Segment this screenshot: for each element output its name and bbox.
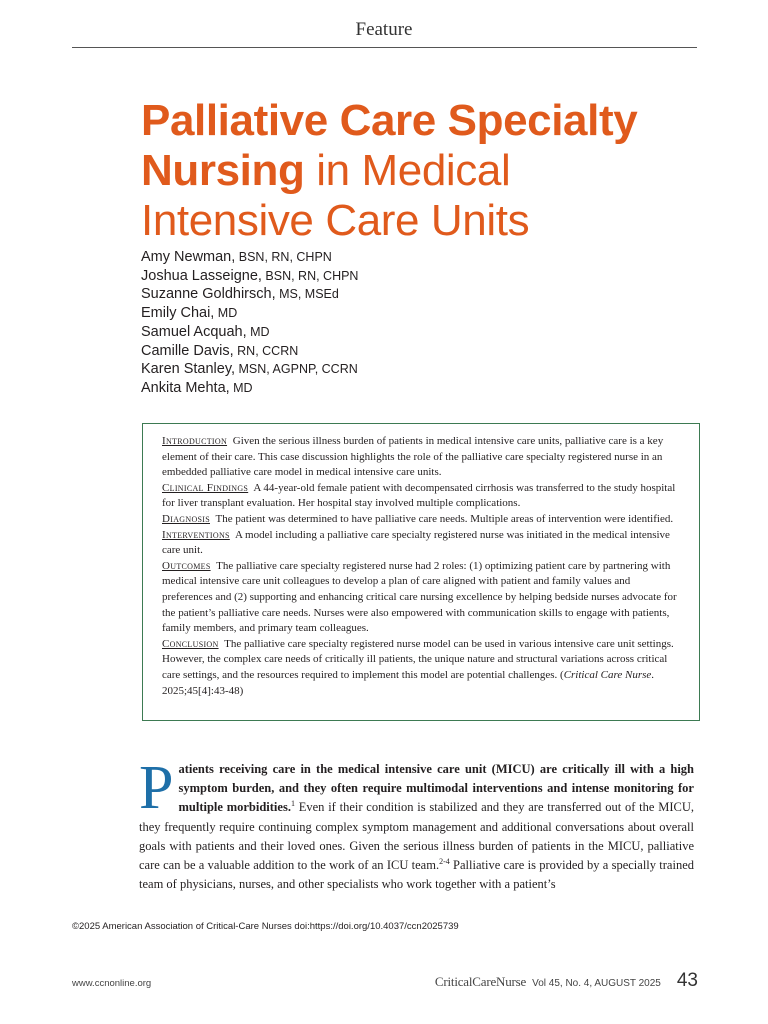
author <box>141 360 358 379</box>
author-name: Emily Chai, <box>141 305 215 322</box>
author-name: Samuel Acquah, <box>141 323 247 340</box>
header-divider <box>72 47 697 48</box>
page-number: 43 <box>676 970 698 991</box>
abstract-findings <box>162 481 680 512</box>
author-credentials: MD <box>246 324 270 339</box>
author-name: Suzanne Goldhirsch, <box>141 286 276 303</box>
author <box>141 304 358 323</box>
abstract-outcomes <box>162 559 680 637</box>
author-credentials: RN, CCRN <box>233 343 299 358</box>
abstract-interventions <box>162 528 680 559</box>
author-name: Camille Davis, <box>141 342 234 359</box>
footer-url: www.ccnonline.org <box>72 978 152 989</box>
author <box>141 342 358 361</box>
author <box>141 248 358 267</box>
author-name: Joshua Lasseigne, <box>141 267 262 284</box>
author-credentials: MD <box>214 306 238 321</box>
section-label: Feature <box>355 19 413 40</box>
abstract-text: A model including a palliative care specialty registered nurse was initiated in the medical intensive care unit. <box>162 528 670 557</box>
author-credentials: MD <box>229 380 253 395</box>
reference-marker: 2-4 <box>439 856 450 866</box>
abstract-text: Given the serious illness burden of patients in medical intensive care units, palliative care is a key element of their care. This case discussion highlights the role of the palliative care specialty registered nurse in an embedded palliative care model in medical intensive care units. <box>162 435 664 479</box>
abstract-heading: Introduction <box>162 435 228 447</box>
footer-right <box>435 970 698 992</box>
citation-open: ( <box>560 668 564 681</box>
abstract-heading: Diagnosis <box>162 512 210 525</box>
citation-details: . 2025;45[4]:43-48) <box>162 668 655 697</box>
article-body <box>139 754 694 894</box>
abstract-conclusion <box>162 637 680 699</box>
title-line-3: Intensive Care Units <box>141 196 530 245</box>
abstract-heading: Interventions <box>162 528 230 541</box>
author <box>141 285 358 304</box>
abstract-text: The palliative care specialty registered nurse model can be used in various intensive care unit settings. However, the complex care needs of critically ill patients, the unique nature and structural variations across critical care settings, and the resources required to implement this model are potential challenges. <box>162 637 674 681</box>
title-line-2-rest: in Medical <box>304 146 511 195</box>
abstract-box <box>142 423 700 721</box>
abstract-heading: Clinical Findings <box>162 481 249 494</box>
author-name: Amy Newman, <box>141 249 236 265</box>
abstract-text: The patient was determined to have palliative care needs. Multiple areas of intervention were identified. <box>215 512 674 525</box>
copyright-notice: ©2025 American Association of Critical-Care Nurses doi:https://doi.org/10.4037/ccn2025739 <box>72 921 459 932</box>
author-credentials: MS, MSEd <box>275 287 339 302</box>
abstract-text: A 44-year-old female patient with decompensated cirrhosis was transferred to the study hospital for liver transplant evaluation. Her hospital stay involved multiple complications. <box>162 481 676 510</box>
author-credentials: BSN, RN, CHPN <box>235 250 332 264</box>
article-title <box>141 96 701 246</box>
author-credentials: MSN, AGPNP, CCRN <box>235 362 358 377</box>
body-text: Palliative care is provided by a specially trained team of physicians, nurses, and other specialists who work together with a patient’s <box>139 858 694 892</box>
reference-marker: 1 <box>290 799 295 809</box>
body-paragraph <box>139 754 694 894</box>
author <box>141 267 358 286</box>
title-line-1: Palliative Care Specialty <box>141 96 638 145</box>
author <box>141 323 358 342</box>
abstract-introduction <box>162 434 680 481</box>
abstract-heading: Conclusion <box>162 637 219 650</box>
body-text: Even if their condition is stabilized and they are transferred out of the MICU, they frequently require continuing complex symptom management and additional conversations about overall goals with patients and their loved ones. Given the serious illness burden of patients in the MICU, palliative care can be a valuable addition to the work of an ICU team. <box>139 800 694 873</box>
citation-journal: Critical Care Nurse <box>563 668 652 681</box>
author-name: Karen Stanley, <box>141 361 236 378</box>
author <box>141 379 358 398</box>
author-name: Ankita Mehta, <box>141 379 230 396</box>
title-line-2-bold: Nursing <box>141 146 305 195</box>
footer-issue: Vol 45, No. 4, AUGUST 2025 <box>532 978 661 989</box>
abstract-diagnosis <box>162 512 680 528</box>
footer-journal: CriticalCareNurse <box>434 974 527 989</box>
abstract-text: The palliative care specialty registered nurse had 2 roles: (1) optimizing patient care by partnering with medical intensive care unit colleagues to develop a plan of care aligned with patient and family values and preferences and (2) supporting and enhancing critical care nursing excellence by helping bedside nurses advocate for the patient’s palliative care needs. Nurses were also empowered with communication skills to engage with patients, family members, and primary team colleagues. <box>162 559 677 635</box>
lead-in: atients receiving care in the medical intensive care unit (MICU) are critically ill with a high symptom burden, and they often require multimodal interventions and intense monitoring for multiple morbidities. <box>178 762 694 815</box>
drop-cap: P <box>139 754 174 822</box>
abstract-heading: Outcomes <box>162 559 211 572</box>
author-list <box>141 248 358 398</box>
author-credentials: BSN, RN, CHPN <box>261 268 359 283</box>
